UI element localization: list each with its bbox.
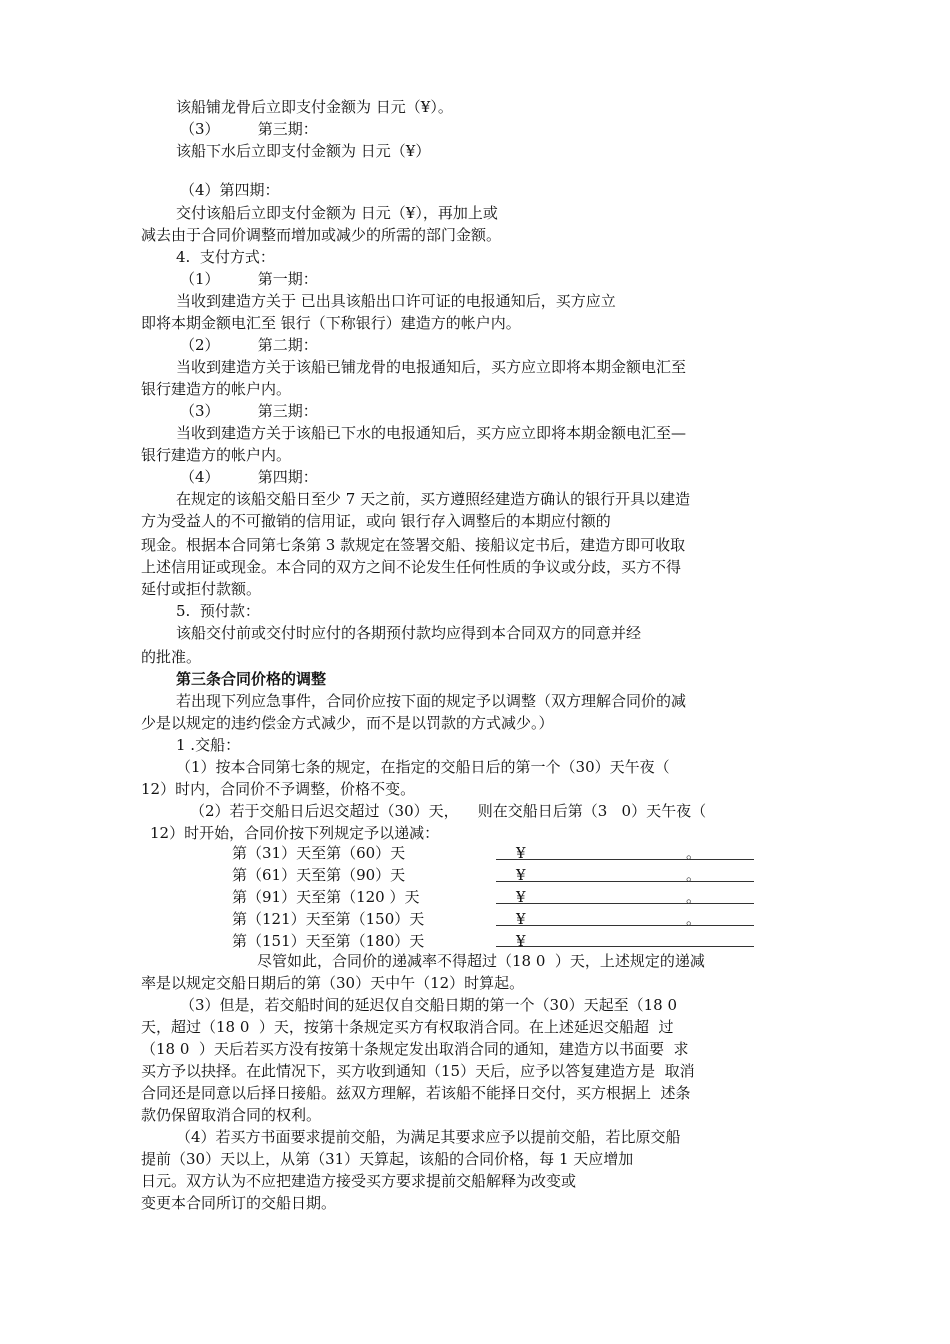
paragraph-line: （3）但是，若交船时间的延迟仅自交船日期的第一个（30）天起至（18 0 [180,996,678,1014]
rate-currency: ¥ [516,932,526,950]
paragraph-line: 当收到建造方关于该船已铺龙骨的电报通知后，买方应立即将本期金额电汇至 [176,358,687,376]
paragraph-line: 减去由于合同价调整而增加或减少的所需的部门金额。 [141,226,502,244]
rate-blank-line [496,903,754,904]
paragraph-line: 12）时开始，合同价按下列规定予以递减： [150,824,440,842]
paragraph-line: （4）若买方书面要求提前交船，为满足其要求应予以提前交船，若比原交船 [176,1128,681,1146]
paragraph-line: 该船铺龙骨后立即支付金额为 日元（¥）。 [176,98,453,116]
rate-end-mark: 。 [686,888,702,906]
paragraph-line: 当收到建造方关于 已出具该船出口许可证的电报通知后，买方应立 [176,292,616,310]
rate-blank-line [496,859,754,860]
paragraph-line: 款仍保留取消合同的权利。 [141,1106,322,1124]
rate-currency: ¥ [516,910,526,928]
paragraph-line: 提前（30）天以上，从第（31）天算起，该船的合同价格，每 1 天应增加 [141,1150,634,1168]
paragraph-line: 现金。根据本合同第七条第 3 款规定在签署交船、接船议定书后，建造方即可收取 [141,536,686,554]
paragraph-line: 若出现下列应急事件，合同价应按下面的规定予以调整（双方理解合同价的减 [176,692,687,710]
rate-period: 第（151）天至第（180）天 [232,932,425,950]
rate-period: 第（61）天至第（90）天 [232,866,406,884]
paragraph-line: 的批准。 [141,648,202,666]
paragraph-line: 该船下水后立即支付金额为 日元（¥） [176,142,431,160]
paragraph-line: 少是以规定的违约偿金方式减少，而不是以罚款的方式减少。） [141,714,554,732]
rate-end-mark: 。 [686,866,702,884]
item-heading: （4）第四期： [180,181,280,199]
item-heading: （3） 第三期： [180,120,318,138]
item-heading: （1） 第一期： [180,270,318,288]
section-heading: 4. 支付方式： [176,248,275,266]
paragraph-line: 上述信用证或现金。本合同的双方之间不论发生任何性质的争议或分歧，买方不得 [141,558,682,576]
rate-blank-line [496,881,754,882]
paragraph-line: 尽管如此，合同价的递减率不得超过（18 0 ）天，上述规定的递减 [257,952,705,970]
paragraph-line: 交付该船后立即支付金额为 日元（¥），再加上或 [176,204,498,222]
rate-blank-line [496,946,754,947]
item-heading: （2） 第二期： [180,336,318,354]
paragraph-line: （18 0 ）天后若买方没有按第十条规定发出取消合同的通知，建造方以书面要 求 [141,1040,689,1058]
paragraph-line: 方为受益人的不可撤销的信用证，或向 银行存入调整后的本期应付额的 [141,512,611,530]
paragraph-line: 买方予以抉择。在此情况下，买方收到通知（15）天后，应予以答复建造方是 取消 [141,1062,695,1080]
paragraph-line: 在规定的该船交船日至少 7 天之前，买方遵照经建造方确认的银行开具以建造 [176,490,691,508]
section-heading: 1 .交船： [176,736,241,754]
paragraph-line: 该船交付前或交付时应付的各期预付款均应得到本合同双方的同意并经 [176,624,642,642]
paragraph-line: 银行建造方的帐户内。 [141,380,292,398]
article-title: 第三条合同价格的调整 [176,670,327,688]
paragraph-line: 天，超过（18 0 ）天，按第十条规定买方有权取消合同。在上述延迟交船超 过 [141,1018,674,1036]
rate-currency: ¥ [516,866,526,884]
item-heading: （3） 第三期： [180,402,318,420]
rate-blank-line [496,925,754,926]
rate-end-mark: 。 [686,844,702,862]
paragraph-line: （2）若于交船日后迟交超过（30）天， 则在交船日后第（3 0）天午夜（ [190,802,707,820]
paragraph-line: 日元。双方认为不应把建造方接受买方要求提前交船解释为改变或 [141,1172,577,1190]
paragraph-line: 银行建造方的帐户内。 [141,446,292,464]
paragraph-line: 12）时内，合同价不予调整，价格不变。 [141,780,416,798]
paragraph-line: 即将本期金额电汇至 银行（下称银行）建造方的帐户内。 [141,314,521,332]
paragraph-line: （1）按本合同第七条的规定，在指定的交船日后的第一个（30）天午夜（ [176,758,670,776]
rate-period: 第（91）天至第（120 ）天 [232,888,420,906]
item-heading: （4） 第四期： [180,468,318,486]
rate-period: 第（121）天至第（150）天 [232,910,425,928]
paragraph-line: 合同还是同意以后择日接船。兹双方理解，若该船不能择日交付，买方根据上 述条 [141,1084,691,1102]
rate-period: 第（31）天至第（60）天 [232,844,406,862]
paragraph-line: 当收到建造方关于该船已下水的电报通知后，买方应立即将本期金额电汇至— [176,424,687,442]
section-heading: 5. 预付款： [176,602,260,620]
rate-currency: ¥ [516,844,526,862]
rate-currency: ¥ [516,888,526,906]
paragraph-line: 率是以规定交船日期后的第（30）天中午（12）时算起。 [141,974,525,992]
paragraph-line: 延付或拒付款额。 [141,580,262,598]
rate-end-mark: 。 [686,910,702,928]
paragraph-line: 变更本合同所订的交船日期。 [141,1194,337,1212]
